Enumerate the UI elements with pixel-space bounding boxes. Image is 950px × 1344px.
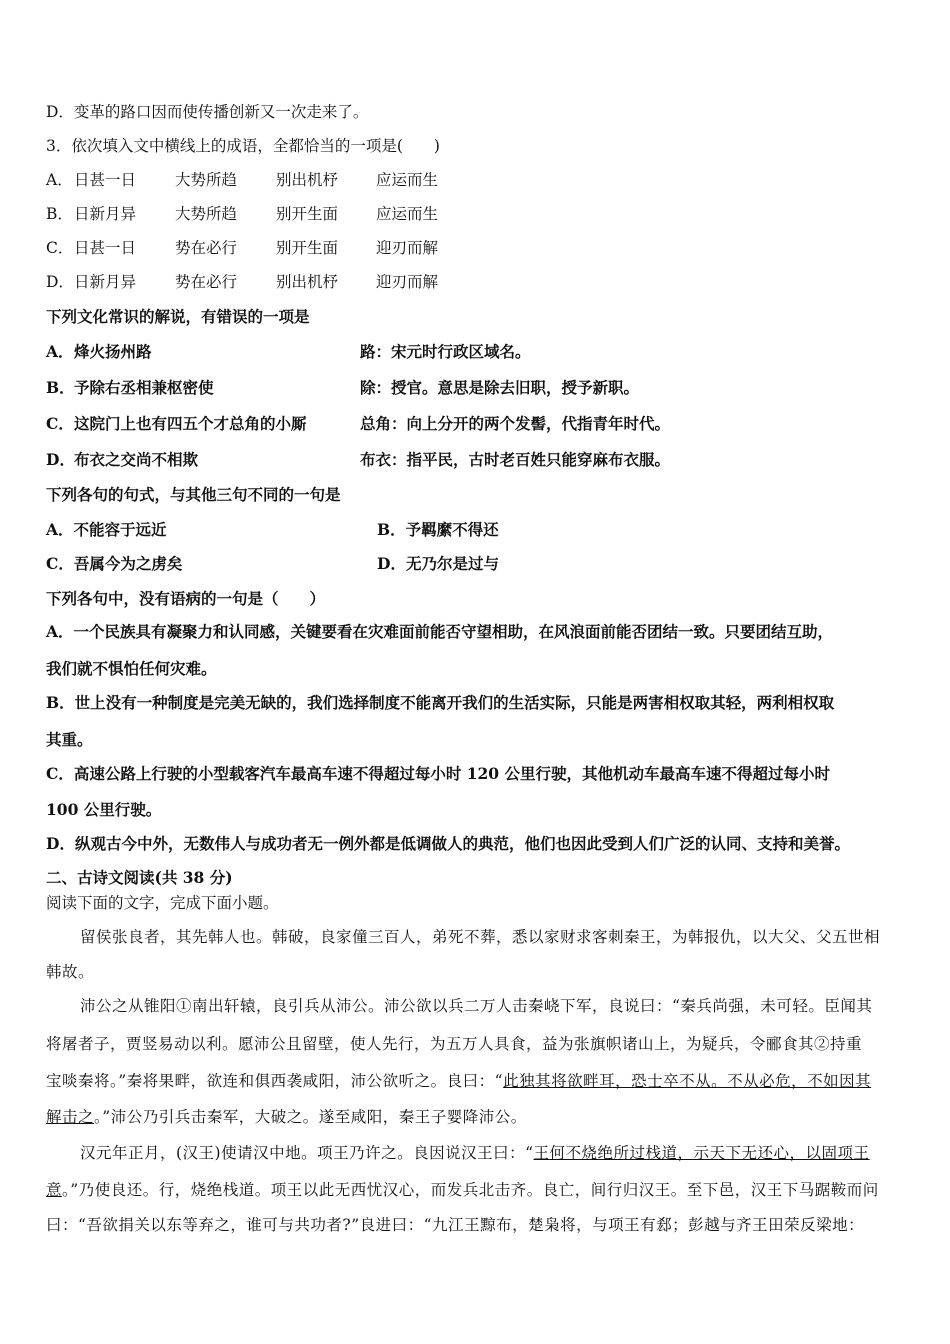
passage-text: 。”沛公乃引兵击秦军，大破之。遂至咸阳，秦王子婴降沛公。 [94,1108,527,1126]
idiom-1: 日甚一日 [74,171,137,189]
idiom-3: 别出机杼 [276,273,339,291]
q6-option-c-line1: C．高速公路上行驶的小型载客汽车最高车速不得超过每小时 120 公里行驶，其他机动车最高车速不得超过每小时 [46,764,830,783]
passage-text: 汉元年正月，(汉王)使请汉中地。项王乃许之。良因说汉王曰：“ [80,1144,534,1162]
option-term: 予除右丞相兼枢密使 [74,378,214,397]
idiom-1: 日甚一日 [74,239,137,257]
idiom-2: 势在必行 [175,239,238,257]
underlined-sentence: 解击之 [46,1108,95,1126]
option-label: D． [46,450,75,469]
passage-p3-line1 [80,1143,870,1163]
option-term: 这院门上也有四五个才总角的小厮 [74,414,307,433]
q5-stem: 下列各句的句式，与其他三句不同的一句是 [46,485,341,504]
option-term: 布衣之交尚不相欺 [74,450,199,469]
idiom-3: 别开生面 [276,239,339,257]
q5-option-a: A．不能容于远近 [46,520,167,539]
q6-option-a-line2: 我们就不惧怕任何灾难。 [46,659,217,678]
q6-option-d-line1: D．纵观古今中外，无数伟人与成功者无一例外都是低调做人的典范，他们也因此受到人们广泛的认同、支持和美誉。 [46,834,850,853]
option-explain: 除：授官。意思是除去旧职，授予新职。 [360,378,640,397]
idiom-1: 日新月异 [74,273,137,291]
option-label: B． [46,378,75,397]
passage-p1-line1: 留侯张良者，其先韩人也。韩破，良家僮三百人，弟死不葬，悉以家财求客刺秦王，为韩报仇，以大父、父五世相 [80,928,881,946]
option-label: D． [46,273,74,291]
q6-option-c-line2: 100 公里行驶。 [46,800,162,819]
q3-stem: 3．依次填入文中横线上的成语，全都恰当的一项是( ) [46,137,440,155]
q6-option-b-line1: B．世上没有一种制度是完美无缺的，我们选择制度不能离开我们的生活实际，只能是两害相权取其轻，两利相权取 [46,693,835,712]
q6-option-a-line1: A．一个民族具有凝聚力和认同感，关键要看在灾难面前能否守望相助，在风浪面前能否团结一致。只要团结互助， [46,622,834,641]
option-label: B． [46,205,73,223]
passage-p1-line2: 韩故。 [46,963,95,981]
option-label: C． [46,414,74,433]
idiom-4: 迎刃而解 [376,273,439,291]
idiom-3: 别出机杼 [276,171,339,189]
underlined-sentence: 意 [46,1181,63,1199]
passage-p2-line1: 沛公之从锥阳①南出轩辕，良引兵从沛公。沛公欲以兵二万人击秦峣下军，良说曰：“秦兵尚强，未可轻。臣闻其 [80,997,873,1015]
idiom-4: 应运而生 [376,171,439,189]
q5-option-c: C．吾属今为之虏矣 [46,554,183,573]
passage-p2-line2: 将屠者子，贾竖易动以利。愿沛公且留壁，使人先行，为五万人具食，益为张旗帜诸山上，为疑兵，令郦食其②持重 [46,1035,863,1053]
option-label: A． [46,342,74,361]
option-label: C． [46,239,74,257]
q5-option-d: D．无乃尔是过与 [377,554,499,573]
passage-p2-line4 [46,1107,527,1127]
q6-stem: 下列各句中，没有语病的一句是（ ） [46,589,326,608]
passage-text: 。”乃使良还。行，烧绝栈道。项王以此无西忧汉心，而发兵北击齐。良亡，间行归汉王。至下邑，汉王下马踞鞍而问 [62,1181,879,1199]
option-explain: 总角：向上分开的两个发髻，代指青年时代。 [360,414,671,433]
idiom-4: 应运而生 [376,205,439,223]
passage-text: 宝啖秦将。”秦将果畔，欲连和俱西袭咸阳，沛公欲听之。良曰：“ [46,1072,504,1090]
option-explain: 路：宋元时行政区域名。 [360,342,531,361]
option-term: 烽火扬州路 [74,342,152,361]
section-title: 二、古诗文阅读(共 38 分) [46,868,233,887]
idiom-2: 大势所趋 [175,205,238,223]
q5-option-b: B．予羁縻不得还 [377,520,499,539]
passage-p2-line3 [46,1071,871,1091]
idiom-1: 日新月异 [74,205,137,223]
q6-option-b-line2: 其重。 [46,730,93,749]
idiom-3: 别开生面 [276,205,339,223]
underlined-sentence: 王何不烧绝所过栈道，示天下无还心，以固项王 [533,1144,870,1162]
section-instruction: 阅读下面的文字，完成下面小题。 [46,894,279,912]
idiom-2: 势在必行 [175,273,238,291]
idiom-4: 迎刃而解 [376,239,439,257]
passage-p3-line2 [46,1180,879,1200]
option-label: A． [46,171,73,189]
option-explain: 布衣：指平民，古时老百姓只能穿麻布衣服。 [360,450,671,469]
q2-option-d: D．变革的路口因而使传播创新又一次走来了。 [46,103,369,121]
idiom-2: 大势所趋 [175,171,238,189]
passage-p3-line3: 曰：“吾欲捐关以东等弃之，谁可与共功者?”良进曰：“九江王黥布，楚枭将，与项王有郄；彭越与齐王田荣反梁地： [46,1216,865,1234]
underlined-sentence: 此独其将欲畔耳，恐士卒不从。不从必危，不如因其 [503,1072,872,1090]
q4-stem: 下列文化常识的解说，有错误的一项是 [46,307,310,326]
